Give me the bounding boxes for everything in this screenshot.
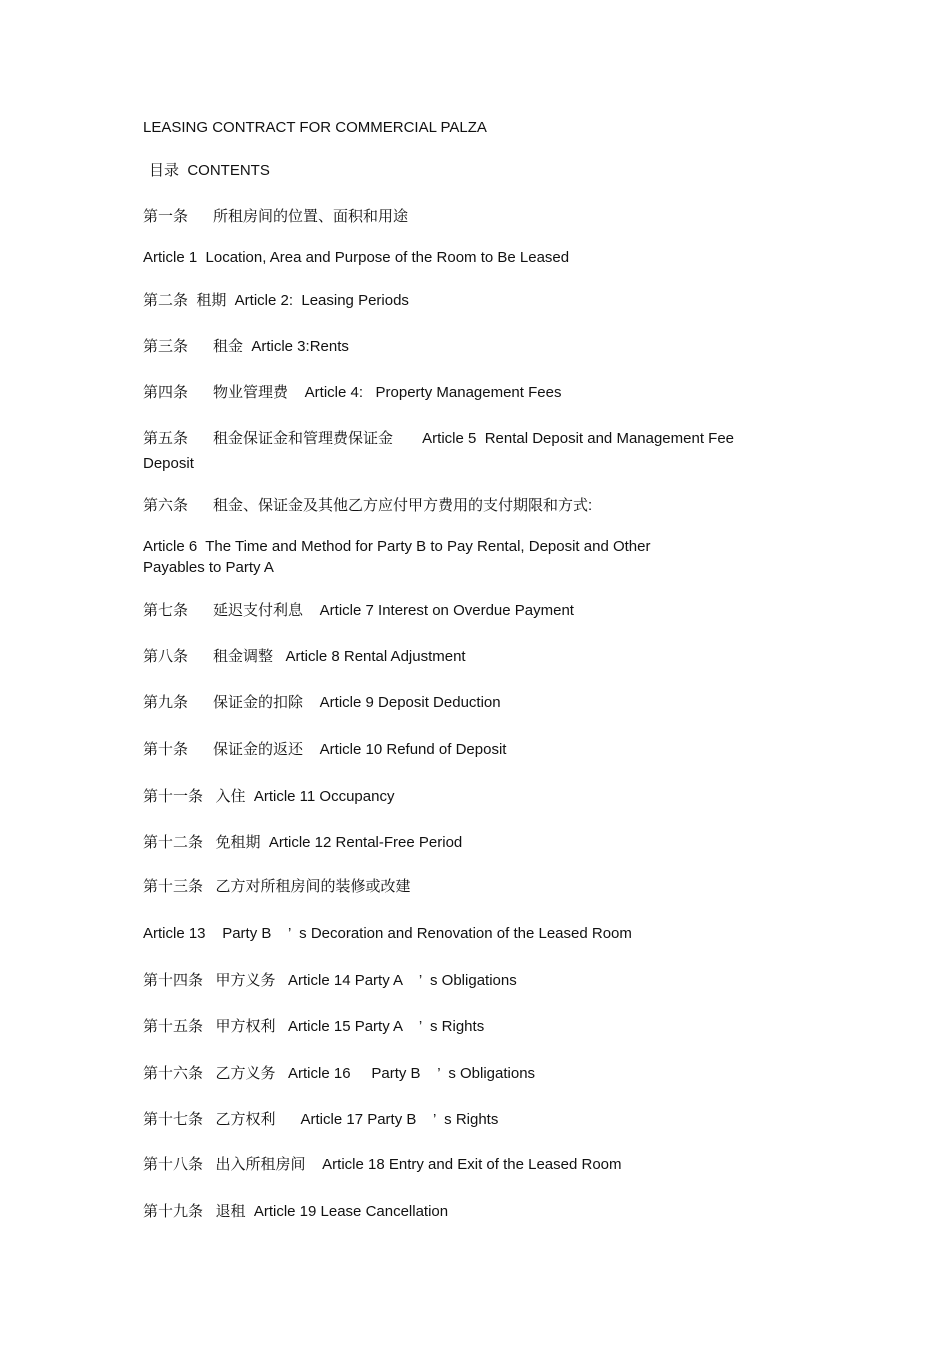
- toc-line: 第十三条 乙方对所租房间的装修或改建: [143, 878, 411, 895]
- toc-line: 第一条 所租房间的位置、面积和用途: [143, 208, 409, 225]
- toc-line: 第七条 延迟支付利息 Article 7 Interest on Overdue Payment: [143, 602, 574, 619]
- toc-line: 第二条 租期 Article 2: Leasing Periods: [143, 292, 409, 309]
- toc-line: 第十六条 乙方义务 Article 16 Party B ’ s Obligations: [143, 1065, 536, 1082]
- toc-line: 第十七条 乙方权利 Article 17 Party B ’ s Rights: [143, 1111, 499, 1128]
- toc-line: 第十条 保证金的返还 Article 10 Refund of Deposit: [143, 741, 507, 758]
- document-title: LEASING CONTRACT FOR COMMERCIAL PALZA: [143, 119, 487, 136]
- toc-line: 第十九条 退租 Article 19 Lease Cancellation: [143, 1203, 449, 1220]
- toc-line: 第九条 保证金的扣除 Article 9 Deposit Deduction: [143, 694, 501, 711]
- contents-heading: 目录 CONTENTS: [149, 162, 270, 179]
- toc-line: 第十四条 甲方义务 Article 14 Party A ’ s Obligations: [143, 972, 517, 989]
- toc-line: Payables to Party A: [143, 559, 274, 576]
- toc-line: Article 6 The Time and Method for Party B to Pay Rental, Deposit and Other: [143, 538, 651, 555]
- toc-line: 第十八条 出入所租房间 Article 18 Entry and Exit of the Leased Room: [143, 1156, 622, 1173]
- toc-line: Deposit: [143, 455, 194, 472]
- toc-line: Article 13 Party B ’ s Decoration and Renovation of the Leased Room: [143, 925, 632, 942]
- toc-line: 第五条 租金保证金和管理费保证金 Article 5 Rental Deposit and Management Fee: [143, 430, 735, 447]
- toc-line: 第十五条 甲方权利 Article 15 Party A ’ s Rights: [143, 1018, 485, 1035]
- toc-line: 第十一条 入住 Article 11 Occupancy: [143, 788, 395, 805]
- toc-line: 第四条 物业管理费 Article 4: Property Management Fees: [143, 384, 562, 401]
- toc-line: 第三条 租金 Article 3:Rents: [143, 338, 349, 355]
- toc-line: 第十二条 免租期 Article 12 Rental-Free Period: [143, 834, 463, 851]
- toc-line: 第八条 租金调整 Article 8 Rental Adjustment: [143, 648, 466, 665]
- toc-line: Article 1 Location, Area and Purpose of the Room to Be Leased: [143, 249, 570, 266]
- toc-line: 第六条 租金、保证金及其他乙方应付甲方费用的支付期限和方式:: [143, 497, 593, 514]
